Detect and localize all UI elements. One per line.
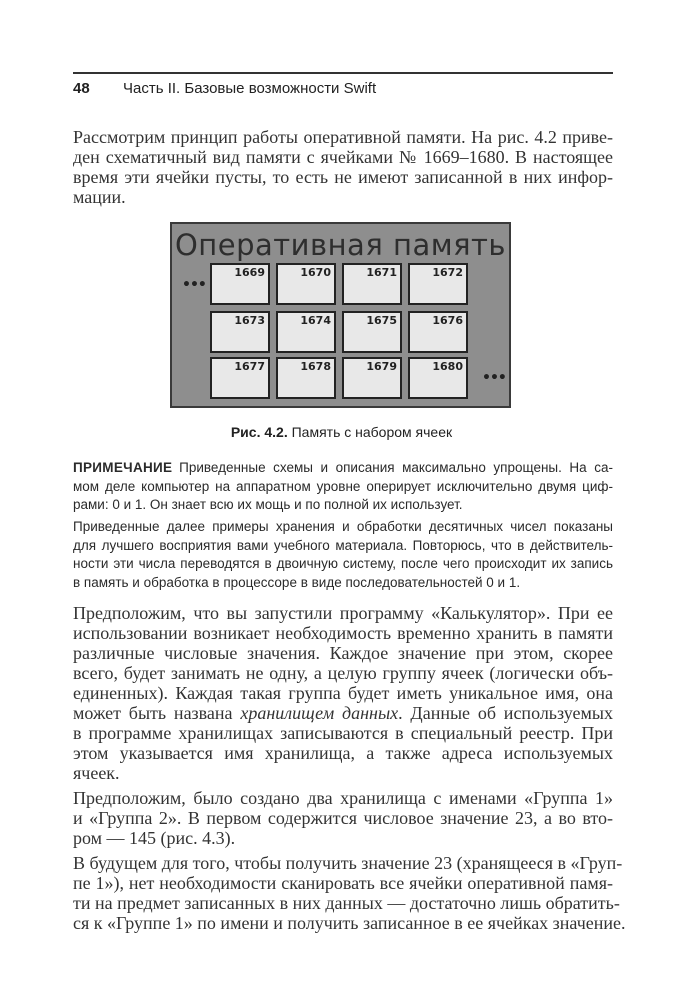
running-title: Часть II. Базовые возможности Swift: [123, 80, 377, 97]
note-label: ПРИМЕЧАНИЕ: [73, 460, 173, 475]
cell-address: 1674: [300, 314, 331, 327]
emphasized-term: хранилищем данных: [240, 703, 399, 723]
text-line: рами: 0 и 1. Он знает всю их мощь и по полной их использует.: [73, 497, 463, 512]
text-line: Рассмотрим принцип работы оперативной памяти. На рис. 4.2 приве-: [73, 127, 613, 147]
figure-ram-diagram: [170, 222, 511, 408]
text-line: в память и обработка в процессоре в виде последовательностей 0 и 1.: [73, 574, 521, 590]
memory-cell: [342, 311, 402, 353]
text-line: ячеек.: [73, 763, 120, 783]
text-line: пе 1»), нет необходимости сканировать все ячейки оперативной памя-: [73, 873, 613, 893]
caption-text: Память с набором ячеек: [291, 424, 453, 440]
text-line: всего, будет занимать не одну, а целую группу ячеек (логически объ-: [73, 663, 613, 683]
cell-address: 1673: [234, 314, 265, 327]
text-line: ден схематичный вид памяти с ячейками № 1669–1680. В настоящее: [73, 147, 613, 167]
text-line: для лучшего восприятия вами учебного материала. Повторюсь, что в действитель-: [73, 537, 613, 553]
text-line: мом деле компьютер на аппаратном уровне оперирует исключительно двумя циф-: [73, 478, 613, 494]
cell-address: 1676: [432, 314, 463, 327]
text-line: и «Группа 2». В первом содержится числовое значение 23, а во вто-: [73, 808, 613, 828]
memory-cell: [210, 357, 270, 399]
cell-address: 1669: [234, 266, 265, 279]
header-rule: [73, 72, 613, 74]
text-line: Предположим, было создано два хранилища с именами «Группа 1»: [73, 788, 613, 808]
caption-label: Рис. 4.2.: [230, 424, 288, 440]
cell-address: 1680: [432, 360, 463, 373]
memory-cell: [276, 263, 336, 305]
text-line: различные числовые значения. Каждое значение при этом, скорее: [73, 643, 613, 663]
text-line: [73, 459, 613, 478]
paragraph-1: [73, 127, 613, 207]
text-line: ром — 145 (рис. 4.3).: [73, 828, 236, 848]
memory-cell: [276, 357, 336, 399]
text-line: единенных). Каждая такая группа будет иметь уникальное имя, она: [73, 683, 613, 703]
page-number: 48: [73, 80, 90, 97]
text-line: Предположим, что вы запустили программу «Калькулятор». При ее: [73, 603, 613, 623]
memory-cell: [210, 263, 270, 305]
cell-address: 1670: [300, 266, 331, 279]
text-line: в программе хранилищах записываются в специальный реестр. При: [73, 723, 613, 743]
figure-title: Оперативная память: [174, 228, 507, 262]
memory-cell: [342, 357, 402, 399]
cell-address: 1671: [366, 266, 397, 279]
text-line: В будущем для того, чтобы получить значение 23 (хранящееся в «Груп-: [73, 853, 623, 873]
figure-caption: [0, 424, 683, 440]
memory-cell: [408, 357, 468, 399]
cell-address: 1677: [234, 360, 265, 373]
ellipsis-left-icon: •••: [182, 277, 206, 293]
text-segment: . Данные об используемых: [398, 703, 613, 723]
memory-cell: [342, 263, 402, 305]
memory-cell: [210, 311, 270, 353]
text-segment: Приведенные схемы и описания максимально упрощены. На са-: [179, 460, 613, 475]
text-line: ности эти числа переводятся в двоичную систему, после чего происходит их запись: [73, 556, 613, 571]
text-line: мации.: [73, 187, 126, 207]
cell-address: 1679: [366, 360, 397, 373]
memory-cell: [408, 311, 468, 353]
cell-address: 1672: [432, 266, 463, 279]
cell-address: 1678: [300, 360, 331, 373]
text-line: этом указывается имя хранилища, а также адреса используемых: [73, 743, 613, 763]
cell-address: 1675: [366, 314, 397, 327]
text-line: ся к «Группе 1» по имени и получить записанное в ее ячейках значение.: [73, 913, 626, 933]
ellipsis-right-icon: •••: [482, 370, 506, 386]
memory-cell: [408, 263, 468, 305]
note-paragraph-2: [73, 518, 613, 592]
text-line: использовании возникает необходимость временно хранить в памяти: [73, 623, 613, 643]
text-line: время эти ячейки пусты, то есть не имеют записанной в них инфор-: [73, 167, 613, 187]
paragraph-2: [73, 603, 613, 783]
note-paragraph-1: [73, 459, 613, 515]
running-header: [73, 80, 376, 97]
paragraph-4: [73, 853, 626, 933]
text-segment: может быть названа: [73, 703, 241, 723]
paragraph-3: [73, 788, 613, 848]
text-line: ти на предмет записанных в них данных — достаточно лишь обратить-: [73, 893, 620, 913]
text-line: Приведенные далее примеры хранения и обработки десятичных чисел показаны: [73, 519, 613, 534]
memory-cell: [276, 311, 336, 353]
text-line: [73, 703, 613, 723]
